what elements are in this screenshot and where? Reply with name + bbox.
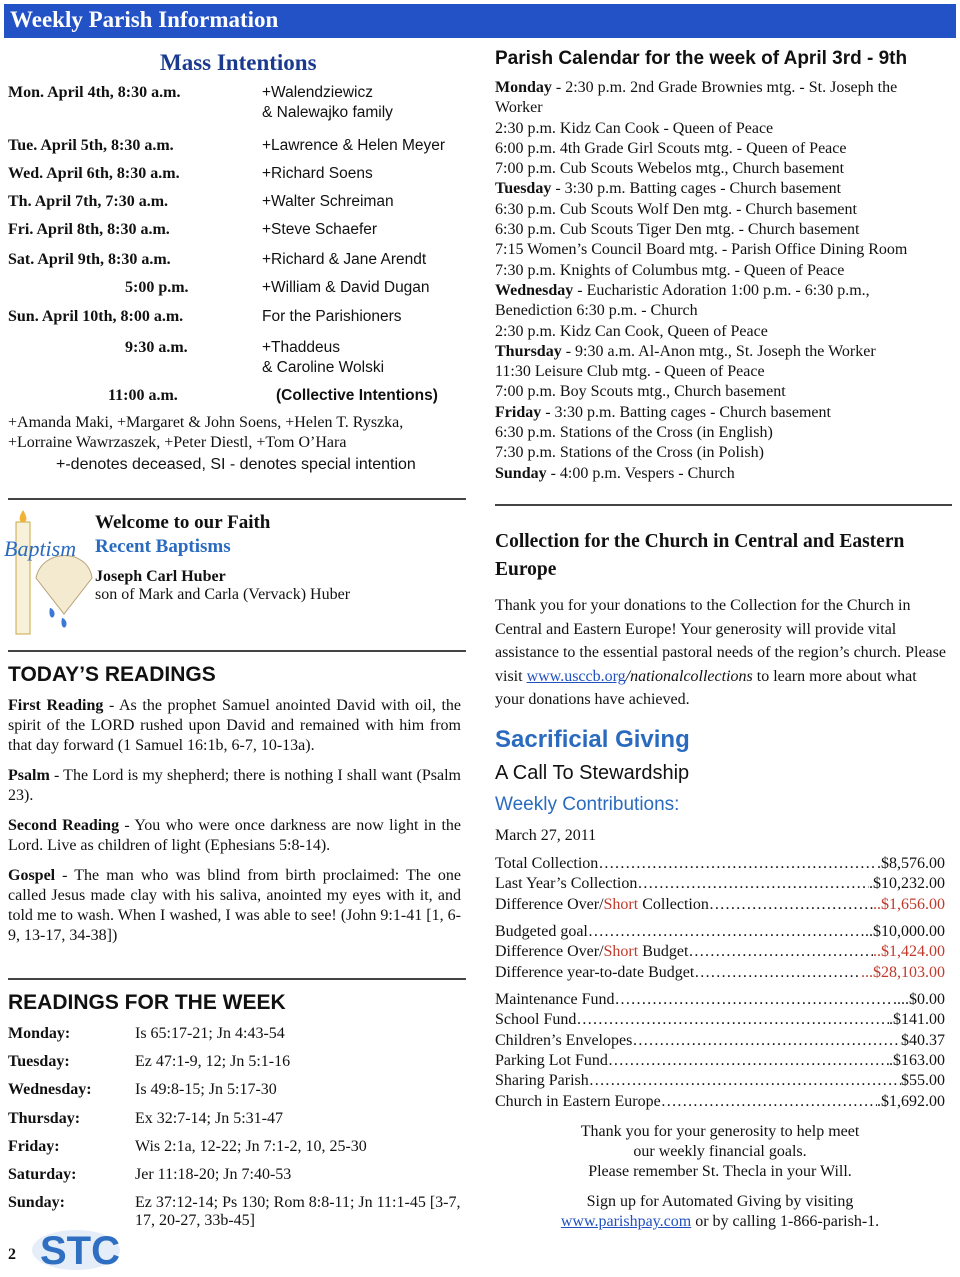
contribution-label-text: Difference Over/: [495, 943, 604, 961]
leader-dots: [615, 991, 893, 1009]
mass-intention-name: +Richard Soens: [262, 165, 373, 182]
mass-intention-name: For the Parishioners: [262, 308, 402, 325]
contribution-label-text: Budgeted goal: [495, 923, 588, 940]
contribution-row: [495, 1052, 945, 1070]
calendar-entry: [495, 281, 947, 322]
contribution-amount: .$10,232.00: [869, 875, 945, 893]
mass-intention-name: & Caroline Wolski: [262, 359, 385, 376]
week-day: Sunday:: [8, 1194, 65, 1212]
collection-text-end: to learn more about what your donations have achieved.: [495, 667, 917, 708]
week-refs: Is 65:17-21; Jn 4:43-54: [135, 1025, 285, 1042]
mass-day: Wed. April 6th, 8:30 a.m.: [8, 165, 180, 182]
signup-line: Sign up for Automated Giving by visiting: [586, 1193, 854, 1210]
calendar-text: 7:30 p.m. Stations of the Cross (in Polish): [495, 444, 764, 462]
week-day: Saturday:: [8, 1166, 77, 1183]
thanks-line-1: Thank you for your generosity to help meet: [580, 1123, 860, 1140]
calendar-entry: [495, 78, 947, 119]
sacrificial-giving-title: Sacrificial Giving: [495, 726, 690, 753]
week-day: Tuesday:: [8, 1053, 70, 1071]
thanks-line-3: Please remember St. Thecla in your Will.: [588, 1163, 852, 1180]
reading-item: [8, 766, 461, 806]
usccb-link-path: /nationalcollections: [625, 667, 753, 685]
calendar-text: 6:00 p.m. 4th Grade Girl Scouts mtg. - Queen of Peace: [495, 139, 847, 157]
contribution-label-text: Parking Lot Fund: [495, 1051, 608, 1069]
contribution-amount: .$8,576.00: [877, 855, 945, 872]
contribution-label-tail: Collection: [638, 895, 709, 913]
parishpay-link[interactable]: www.parishpay.com: [560, 1213, 692, 1230]
contribution-label: [495, 964, 694, 982]
contribution-label: [495, 1093, 661, 1111]
todays-readings: [8, 696, 461, 956]
reading-label: First Reading: [8, 697, 104, 714]
recent-baptisms-heading: Recent Baptisms: [95, 536, 231, 557]
week-day: Friday:: [8, 1137, 60, 1155]
calendar-text: 7:30 p.m. Knights of Columbus mtg. - Queen of Peace: [495, 261, 845, 279]
contribution-row: [495, 1011, 945, 1029]
thanks-message: [495, 1122, 945, 1182]
mass-day: Th. April 7th, 7:30 a.m.: [8, 193, 169, 210]
calendar-text: - 3:30 p.m. Batting cages - Church basement: [541, 403, 831, 421]
collection-title: Collection for the Church in Central and Eastern Europe: [495, 531, 905, 580]
calendar-entry: [495, 464, 947, 484]
mass-day: Tue. April 5th, 8:30 a.m.: [8, 137, 174, 154]
reading-label: Gospel: [8, 867, 56, 884]
contribution-label-text: Sharing Parish: [495, 1072, 589, 1090]
calendar-entry: [495, 139, 947, 159]
reading-text: - As the prophet Samuel anointed David with oil, the spirit of the LORD rushed upon David and remained with him from that day forward (1 Samuel 16:1b, 6-7, 10-13a).: [8, 697, 462, 754]
calendar-entry: [495, 403, 947, 423]
contribution-row: [495, 1072, 945, 1090]
baptism-logo: [2, 508, 96, 644]
week-day: Thursday:: [8, 1109, 81, 1127]
contribution-amount: .$163.00: [889, 1051, 945, 1069]
week-refs: Wis 2:1a, 12-22; Jn 7:1-2, 10, 25-30: [135, 1137, 367, 1155]
todays-readings-title: TODAY’S READINGS: [8, 663, 216, 686]
automated-giving: [495, 1192, 945, 1232]
calendar-entry: [495, 443, 947, 463]
reading-label: Second Reading: [8, 817, 120, 834]
contribution-label: [495, 991, 615, 1009]
calendar-text: 7:15 Women’s Council Board mtg. - Parish Office Dining Room: [495, 241, 908, 259]
calendar-entry: [495, 322, 947, 342]
mass-intention-name: +Lawrence & Helen Meyer: [262, 137, 446, 154]
week-refs: Ez 37:12-14; Ps 130; Rom 8:8-11; Jn 11:1-45 [3-7, 17, 20-27, 33b-45]: [135, 1194, 461, 1230]
contribution-label-short: Short: [603, 895, 639, 913]
baptized-parents: son of Mark and Carla (Vervack) Huber: [95, 586, 351, 603]
leader-dots: [598, 855, 877, 873]
collection-body: [495, 594, 947, 712]
mass-intentions-title: Mass Intentions: [160, 50, 317, 75]
calendar-text: 6:30 p.m. Cub Scouts Wolf Den mtg. - Church basement: [495, 200, 857, 218]
contribution-label-text: Maintenance Fund: [495, 991, 615, 1008]
mass-intention-name: +William & David Dugan: [262, 279, 430, 296]
contribution-amount: ..$10,000.00: [865, 923, 945, 940]
leader-dots: [608, 1052, 889, 1070]
collection-text: Thank you for your donations to the Collection for the Church in Central and Eastern Europe! Your generosity will provide vital assistance to the essential pastoral needs of the region’s church. Please visit: [495, 597, 946, 685]
contribution-label-text: School Fund: [495, 1011, 577, 1029]
leader-dots: [661, 1093, 877, 1111]
calendar-text: 2:30 p.m. Kidz Can Cook, Queen of Peace: [495, 322, 768, 340]
divider: [8, 498, 466, 500]
contribution-amount: .$141.00: [889, 1011, 945, 1029]
contribution-amount: ...$28,103.00: [861, 963, 945, 981]
calendar-entry: [495, 220, 947, 240]
page-number: 2: [8, 1246, 16, 1263]
intention-legend: +-denotes deceased, SI - denotes special intention: [56, 456, 416, 473]
mass-day: 9:30 a.m.: [125, 339, 188, 356]
page-banner: [4, 4, 956, 38]
contribution-label-text: Last Year’s Collection: [495, 875, 638, 893]
collective-line-2: +Lorraine Wawrzaszek, +Peter Diestl, +Tom O’Hara: [8, 434, 347, 451]
contribution-label: [495, 923, 588, 941]
reading-text: - You who were once darkness are now light in the Lord. Live as children of light (Ephesians 5:8-14).: [8, 817, 462, 854]
left-column: [4, 40, 466, 1272]
collective-line-1: +Amanda Maki, +Margaret & John Soens, +Helen T. Ryszka,: [8, 414, 404, 431]
calendar-text: 11:30 Leisure Club mtg. - Queen of Peace: [495, 363, 765, 381]
welcome-section: [95, 512, 350, 604]
week-readings-title: READINGS FOR THE WEEK: [8, 991, 286, 1014]
contribution-amount: $55.00: [901, 1072, 945, 1090]
mass-intention-name: & Nalewajko family: [262, 104, 393, 121]
contribution-row: [495, 896, 945, 914]
calendar-text: 7:00 p.m. Cub Scouts Webelos mtg., Church basement: [495, 160, 845, 178]
reading-item: [8, 816, 461, 856]
stc-logo: [30, 1220, 122, 1272]
calendar-text: - Eucharistic Adoration 1:00 p.m. - 6:30 p.m., Benediction 6:30 p.m. - Church: [495, 281, 870, 320]
contribution-row: [495, 1032, 945, 1050]
calendar-entry: [495, 200, 947, 220]
usccb-link[interactable]: www.usccb.org: [526, 667, 626, 685]
contribution-label: [495, 1011, 576, 1029]
calendar-text: - 2:30 p.m. 2nd Grade Brownies mtg. - St. Joseph the Worker: [495, 79, 898, 117]
mass-intention-name: (Collective Intentions): [276, 387, 438, 404]
calendar-text: 6:30 p.m. Stations of the Cross (in English): [495, 424, 773, 442]
calendar-entry: [495, 179, 947, 199]
week-day: Wednesday:: [8, 1081, 92, 1099]
calendar-text: - 3:30 p.m. Batting cages - Church basement: [551, 180, 842, 198]
calendar-entry: [495, 382, 947, 402]
calendar-entry: [495, 342, 947, 362]
contribution-row: [495, 875, 945, 893]
welcome-heading: Welcome to our Faith: [95, 512, 271, 533]
leader-dots: [589, 1072, 901, 1090]
thanks-line-2: our weekly financial goals.: [633, 1143, 807, 1160]
mass-day: Mon. April 4th, 8:30 a.m.: [8, 84, 181, 101]
calendar-text: - 4:00 p.m. Vespers - Church: [546, 464, 735, 482]
stewardship-subtitle: A Call To Stewardship: [495, 762, 690, 784]
mass-intention-name: +Walendziewicz: [262, 84, 373, 101]
contribution-label: [495, 1032, 632, 1050]
reading-text: - The man who was blind from birth proclaimed: The one called Jesus made clay with his saliva, anointed my eyes with it, and told me to wash. When I washed, I was able to see! (John 9:1-41 [1, 6-9, 13-17, 34-38]): [8, 867, 461, 944]
leader-dots: [588, 923, 865, 941]
calendar-day: Sunday: [495, 464, 547, 482]
calendar-text: 2:30 p.m. Kidz Can Cook - Queen of Peace: [495, 119, 774, 137]
leader-dots: [637, 875, 869, 893]
contribution-label: [495, 1072, 589, 1090]
contribution-amount: ..$1,424.00: [873, 943, 945, 961]
contribution-label: [495, 875, 637, 893]
divider: [495, 504, 952, 506]
banner-title: Weekly Parish Information: [10, 7, 279, 32]
calendar-text: 6:30 p.m. Cub Scouts Tiger Den mtg. - Church basement: [495, 221, 860, 239]
contribution-row: [495, 923, 945, 941]
contribution-label: [495, 1052, 608, 1070]
mass-intention-name: +Steve Schaefer: [262, 221, 378, 238]
contribution-label-short: Short: [603, 943, 639, 961]
mass-intention-name: +Richard & Jane Arendt: [262, 251, 427, 268]
calendar-entry: [495, 423, 947, 443]
contribution-label-tail: Budget: [638, 943, 689, 961]
week-refs: Ex 32:7-14; Jn 5:31-47: [135, 1109, 283, 1127]
reading-item: [8, 866, 461, 946]
contribution-label: [495, 855, 598, 873]
mass-day: Sun. April 10th, 8:00 a.m.: [8, 308, 184, 325]
contribution-row: [495, 991, 945, 1009]
calendar-day: Friday: [495, 403, 542, 421]
contribution-amount: ..$1,656.00: [873, 895, 945, 913]
week-refs: Jer 11:18-20; Jn 7:40-53: [135, 1166, 292, 1183]
reading-item: [8, 696, 461, 756]
right-column: [495, 40, 950, 1271]
calendar-entry: [495, 362, 947, 382]
weekly-contributions-title: Weekly Contributions:: [495, 794, 680, 815]
contribution-row: [495, 964, 945, 982]
contribution-label-text: Children’s Envelopes: [495, 1031, 633, 1049]
leader-dots: [709, 896, 873, 914]
contribution-label-text: Difference Over/: [495, 895, 604, 913]
leader-dots: [694, 964, 861, 982]
calendar-list: [495, 78, 947, 484]
contribution-label: [495, 896, 709, 914]
leader-dots: [688, 943, 873, 961]
mass-intention-name: +Walter Schreiman: [262, 193, 394, 210]
calendar-day: Wednesday: [495, 281, 574, 299]
mass-day: Fri. April 8th, 8:30 a.m.: [8, 221, 170, 238]
contribution-label: [495, 943, 688, 961]
contribution-row: [495, 1093, 945, 1111]
reading-text: - The Lord is my shepherd; there is nothing I shall want (Psalm 23).: [8, 767, 461, 804]
calendar-day: Tuesday: [495, 180, 552, 198]
calendar-entry: [495, 119, 947, 139]
contribution-label-text: Difference year-to-date Budget: [495, 963, 695, 981]
calendar-title: Parish Calendar for the week of April 3rd - 9th: [495, 48, 908, 69]
calendar-day: Monday: [495, 79, 552, 96]
divider: [8, 978, 466, 980]
contribution-amount: ....$0.00: [893, 991, 945, 1008]
reading-label: Psalm: [8, 767, 50, 784]
contribution-label-text: Total Collection: [495, 855, 599, 872]
contribution-row: [495, 855, 945, 873]
leader-dots: [632, 1032, 901, 1050]
calendar-entry: [495, 261, 947, 281]
divider: [8, 650, 466, 652]
calendar-text: - 9:30 a.m. Al-Anon mtg., St. Joseph the Worker: [561, 342, 876, 360]
mass-intention-name: +Thaddeus: [262, 339, 340, 356]
week-refs: Is 49:8-15; Jn 5:17-30: [135, 1081, 277, 1099]
leader-dots: [576, 1011, 889, 1029]
contribution-label-text: Church in Eastern Europe: [495, 1092, 661, 1110]
contributions-date: March 27, 2011: [495, 827, 597, 844]
calendar-entry: [495, 159, 947, 179]
mass-day: 5:00 p.m.: [125, 279, 189, 296]
contribution-amount: $40.37: [901, 1031, 945, 1049]
baptism-logo-text: Baptism: [4, 536, 77, 561]
week-refs: Ez 47:1-9, 12; Jn 5:1-16: [135, 1053, 291, 1071]
stc-logo-text: STC: [40, 1229, 120, 1272]
mass-day: Sat. April 9th, 8:30 a.m.: [8, 251, 171, 268]
calendar-entry: [495, 240, 947, 260]
week-day: Monday:: [8, 1025, 71, 1042]
calendar-day: Thursday: [495, 342, 562, 360]
contribution-row: [495, 943, 945, 961]
calendar-text: 7:00 p.m. Boy Scouts mtg., Church basement: [495, 383, 786, 401]
baptized-name: Joseph Carl Huber: [95, 568, 226, 585]
signup-tail: or by calling 1-866-parish-1.: [691, 1213, 880, 1230]
mass-day: 11:00 a.m.: [108, 387, 178, 404]
contribution-amount: .$1,692.00: [877, 1092, 945, 1110]
